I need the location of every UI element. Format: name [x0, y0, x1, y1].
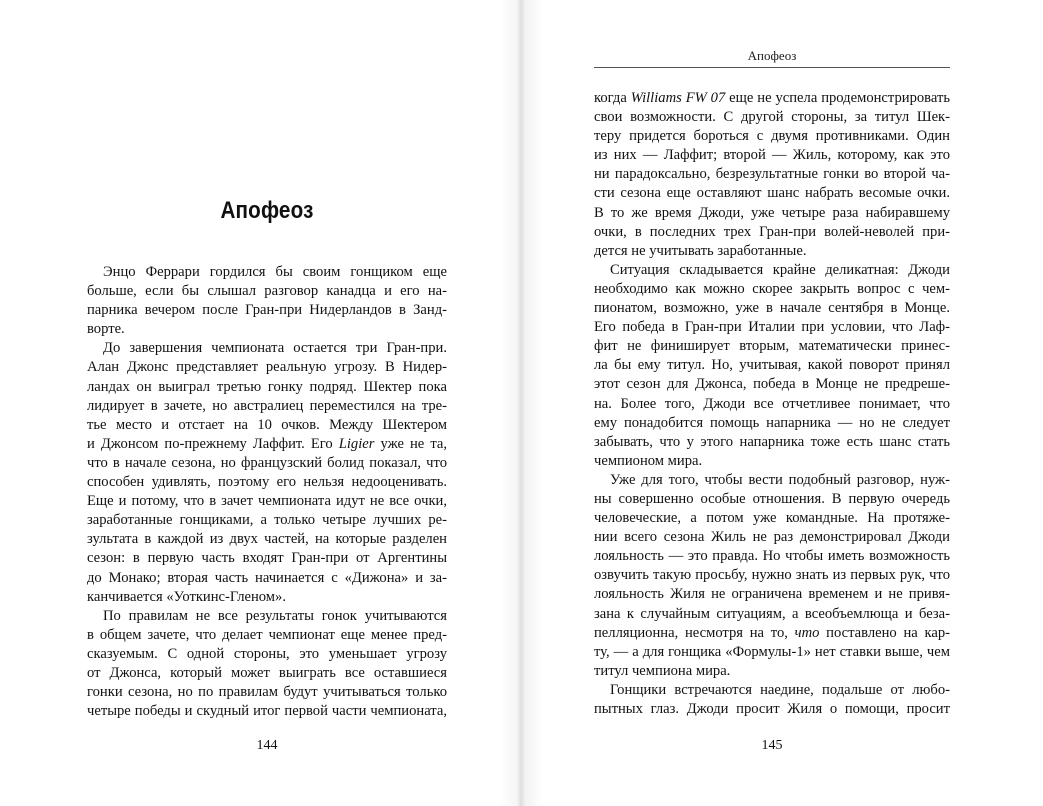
- book-gutter: [500, 0, 542, 806]
- running-head: Апофеоз: [747, 48, 797, 63]
- text-line: от Джонса, который может выиграть все оставшиеся: [87, 664, 447, 681]
- text-line: пелляционна, несмотря на то, что поставлено на кар-: [594, 624, 950, 641]
- text-line: дется не учитывать заработанные.: [594, 242, 807, 259]
- left-page-number: 144: [256, 738, 278, 753]
- text-line: ландах он выиграл третью гонку подряд. Шектер пока: [87, 378, 447, 395]
- text-line: Уже для того, чтобы вести подобный разговор, нуж-: [610, 471, 950, 488]
- text-line: титул чемпиона мира.: [594, 662, 731, 679]
- text-line: тье место и отстает на 10 очков. Между Шектером: [87, 416, 447, 433]
- text-line: сти сезона еще оставляют шанс набрать весомые очки.: [594, 185, 950, 202]
- text-line: забывать, что у этого напарника тоже есть шанс стать: [594, 433, 950, 450]
- text-line: Гонщики встречаются наедине, подальше от любо-: [610, 681, 950, 698]
- text-line: этот сезон для Джонса, победа в Монце не предреше-: [594, 376, 950, 393]
- text-line: озвучить такую просьбу, нужно знать из первых рук, что: [594, 567, 950, 584]
- text-line: заработанные гонщиками, а только четыре лучших ре-: [87, 512, 447, 529]
- text-line: четыре победы и скудный итог первой части чемпионата,: [87, 703, 447, 720]
- chapter-title: Апофеоз: [220, 197, 314, 224]
- text-line: необходимо как можно скорее закрыть вопрос с чем-: [594, 280, 950, 297]
- text-line: В то же время Джоди, уже четыре раза набиравшему: [594, 204, 950, 221]
- text-line: способен удивлять, поэтому его нельзя недооценивать.: [87, 474, 447, 491]
- text-line: пытных глаз. Джоди просит Жиля о помощи, просит: [594, 701, 950, 717]
- text-line: гонки сезона, но по правилам будут учитываться только: [87, 684, 447, 701]
- text-line: ны совершенно особые отношения. В первую очередь: [594, 490, 950, 507]
- text-line: сезон: в первую часть входят Гран-при от Аргентины: [87, 550, 447, 567]
- text-line: Энцо Феррари гордился бы своим гонщиком еще: [103, 264, 447, 280]
- text-line: когда Williams FW 07 еще не успела продемонстрировать: [594, 90, 950, 106]
- text-line: из них — Лаффит; второй — Жиль, которому, как это: [594, 147, 950, 164]
- text-line: человеческие, а потом уже командные. На протяже-: [594, 510, 950, 527]
- running-head-rule: [594, 67, 950, 68]
- text-line: очки, в последних трех Гран-при волей-неволей при-: [594, 223, 950, 240]
- text-line: ни парадоксально, безрезультатные гонки во второй ча-: [594, 166, 950, 183]
- text-line: лояльность — это правда. Но чтобы иметь возможность: [594, 548, 950, 565]
- text-line: ему понадобится помощь напарника — но не следует: [594, 414, 950, 431]
- text-line: ворте.: [87, 321, 125, 338]
- text-line: канчивается «Уоткинс-Гленом».: [87, 588, 286, 605]
- text-line: свои возможности. С другой стороны, за титул Шек-: [594, 109, 950, 126]
- text-line: на. Более того, Джоди все отчетливее понимает, что: [594, 395, 950, 412]
- text-line: теру придется бороться с двумя противниками. Один: [594, 128, 950, 145]
- text-line: больше, если бы слышал разговор канадца и его на-: [87, 283, 447, 300]
- text-line: Ситуация складывается крайне деликатная: Джоди: [610, 261, 950, 278]
- text-line: зана к случайным ситуациям, а всеобъемлюща и беза-: [594, 605, 950, 622]
- text-line: лидирует в зачете, но австралиец переместился на тре-: [87, 397, 447, 414]
- text-line: нии всего сезона Жиль не раз демонстрировал Джоди: [594, 529, 950, 546]
- left-page-text: [87, 263, 447, 721]
- right-page-number: 145: [761, 738, 783, 753]
- text-line: До завершения чемпионата остается три Гран-при.: [103, 340, 447, 357]
- text-line: Его победа в Гран-при Италии при условии, что Лаф-: [594, 319, 950, 336]
- text-line: Еще и потому, что в зачет чемпионата идут не все очки,: [87, 493, 447, 510]
- text-line: зультата в каждой из двух частей, на которые разделен: [87, 531, 447, 548]
- text-line: лояльность Жиля не ограничена временем и не привя-: [594, 586, 950, 603]
- text-line: сказуемым. С одной стороны, это уменьшает угрозу: [87, 645, 447, 662]
- text-line: пионатом, возможно, уже в начале сентября в Монце.: [594, 300, 950, 317]
- text-line: По правилам не все результаты гонок учитываются: [103, 607, 447, 624]
- text-line: фит не финиширует вторым, математически принес-: [594, 338, 950, 355]
- text-line: парника вечером после Гран-при Нидерландов в Занд-: [87, 302, 447, 319]
- text-line: ту, — а для гонщика «Формулы-1» нет ставки выше, чем: [594, 643, 950, 660]
- text-line: до Монако; вторая часть начинается с «Дижона» и за-: [87, 569, 447, 586]
- text-line: и Джонсом по-прежнему Лаффит. Его Ligier уже не та,: [87, 435, 447, 452]
- text-line: что в начале сезона, но французский болид показал, что: [87, 454, 447, 471]
- text-line: чемпионом мира.: [594, 452, 703, 469]
- text-line: ла бы ему титул. Но, учитывая, какой поворот принял: [594, 357, 950, 374]
- right-page-text: [594, 89, 950, 719]
- text-line: Алан Джонс представляет реальную угрозу. В Нидер-: [87, 359, 447, 376]
- text-line: в общем зачете, что делает чемпионат еще менее пред-: [87, 626, 447, 643]
